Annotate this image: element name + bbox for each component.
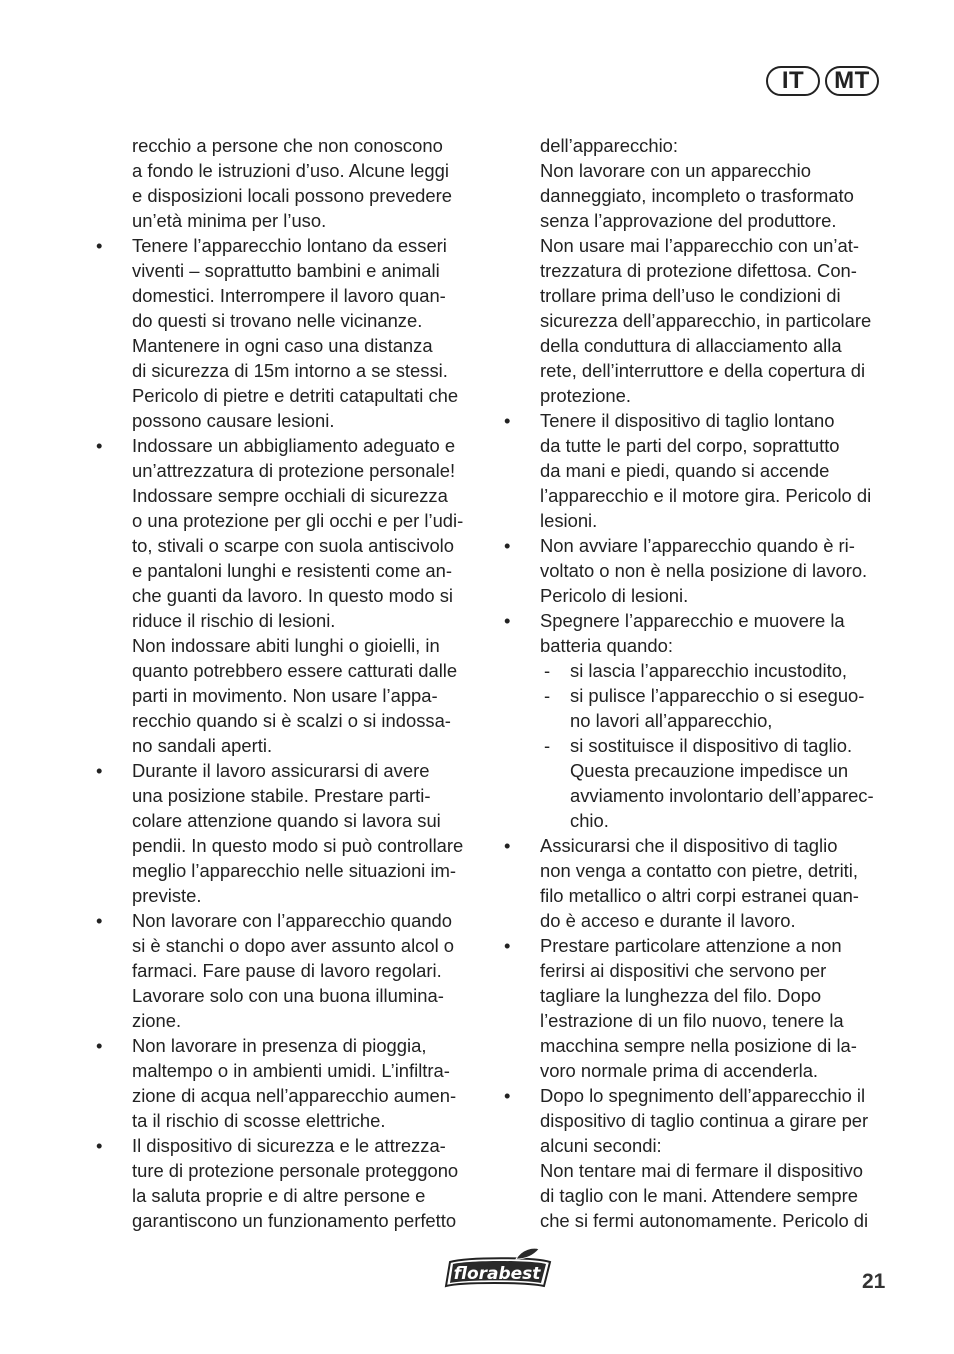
bullet-keep-cutter-away: • Tenere il dispositivo di taglio lontano da tutte le parti del corpo, soprattutto da mani e piedi, quando si accende l’apparecchio e il motore gira. Pericolo di lesioni.	[504, 408, 896, 533]
bullet-protective-clothing: • Indossare un abbigliamento adeguato e un’attrezzatura di protezione personale! Indossare sempre occhiali di sicurezza o una protezione per gli occhi e per l’udi- to, stivali o scarpe con suola antiscivolo e pantaloni lunghi e resistenti come an- che guanti da lavoro. In questo modo si riduce il rischio di lesioni. Non indossare abiti lunghi o gioielli, in quanto potrebbero essere catturati dalle parti in movimento. Non usare l’appa- recchio quando si è scalzi o si indossa- no sandali aperti.	[96, 433, 486, 758]
logo-text: florabest	[453, 1264, 541, 1284]
page-number: 21	[862, 1270, 886, 1293]
language-badges	[766, 66, 879, 96]
bullet-no-rain: • Non lavorare in presenza di pioggia, maltempo o in ambienti umidi. L’infiltra- zione di acqua nell’apparecchio aumen- ta il rischio di scosse elettriche.	[96, 1033, 486, 1133]
sub-item-replacing-cutter: - si sostituisce il dispositivo di taglio. Questa precauzione impedisce un avviamento involontario dell’apparec- chio.	[504, 733, 896, 833]
paragraph-continuation: recchio a persone che non conoscono a fondo le istruzioni d’uso. Alcune leggi e disposizioni locali possono prevedere un’età minima per l’uso.	[132, 135, 452, 231]
language-badge-mt: MT	[825, 66, 879, 96]
bullet-no-start-overturned: • Non avviare l’apparecchio quando è ri- voltato o non è nella posizione di lavoro. Pericolo di lesioni.	[504, 533, 896, 608]
bullet-stable-position: • Durante il lavoro assicurarsi di avere una posizione stabile. Prestare parti- colare attenzione quando si lavora sui pendii. In questo modo si può controllare meglio l’apparecchio nelle situazioni im- previste.	[96, 758, 486, 908]
bullet-no-fatigue: • Non lavorare con l’apparecchio quando si è stanchi o dopo aver assunto alcol o farmaci. Fare pause di lavoro regolari. Lavorare solo con una buona illumina- zione.	[96, 908, 486, 1033]
paragraph-continuation: dell’apparecchio: Non lavorare con un apparecchio danneggiato, incompleto o trasformato senza l’approvazione del produttore. Non usare mai l’apparecchio con un’at- trezzatura di protezione difettosa. Con- trollare prima dell’uso le condizioni di sicurezza dell’apparecchio, in particolare della conduttura di allacciamento alla rete, dell’interruttore e della copertura di protezione.	[540, 135, 872, 406]
bullet-line-cutter-care: • Prestare particolare attenzione a non ferirsi ai dispositivi che servono per tagliare la lunghezza del filo. Dopo l’estrazione di un filo nuovo, tenere la macchina sempre nella posizione di la- voro normale prima di accenderla.	[504, 933, 896, 1083]
bullet-safety-devices: • Il dispositivo di sicurezza e le attrezza- ture di protezione personale proteggono la saluta proprie e di altre persone e garantiscono un funzionamento perfetto	[96, 1133, 486, 1233]
left-column	[96, 133, 486, 1233]
bullet-cutter-coasting: • Dopo lo spegnimento dell’apparecchio il dispositivo di taglio continua a girare per alcuni secondi: Non tentare mai di fermare il dispositivo di taglio con le mani. Attendere sempre che si fermi autonomamente. Pericolo di	[504, 1083, 896, 1233]
bullet-keep-distance: • Tenere l’apparecchio lontano da esseri viventi – soprattutto bambini e animali domestici. Interrompere il lavoro quan- do questi si trovano nelle vicinanze. Mantenere in ogni caso una distanza di sicurezza di 15m intorno a se stessi. Pericolo di pietre e detriti catapultati che possono causare lesioni.	[96, 233, 486, 433]
bullet-no-foreign-objects: • Assicurarsi che il dispositivo di taglio non venga a contatto con pietre, detriti, filo metallico o altri corpi estranei quan- do è acceso e durante il lavoro.	[504, 833, 896, 933]
bullet-switch-off: • Spegnere l’apparecchio e muovere la batteria quando:	[504, 608, 896, 658]
right-column	[504, 133, 896, 1233]
sub-item-cleaning: - si pulisce l’apparecchio o si eseguo- no lavori all’apparecchio,	[504, 683, 896, 733]
florabest-logo	[438, 1246, 552, 1288]
sub-item-unattended: - si lascia l’apparecchio incustodito,	[504, 658, 896, 683]
language-badge-it: IT	[766, 66, 820, 96]
